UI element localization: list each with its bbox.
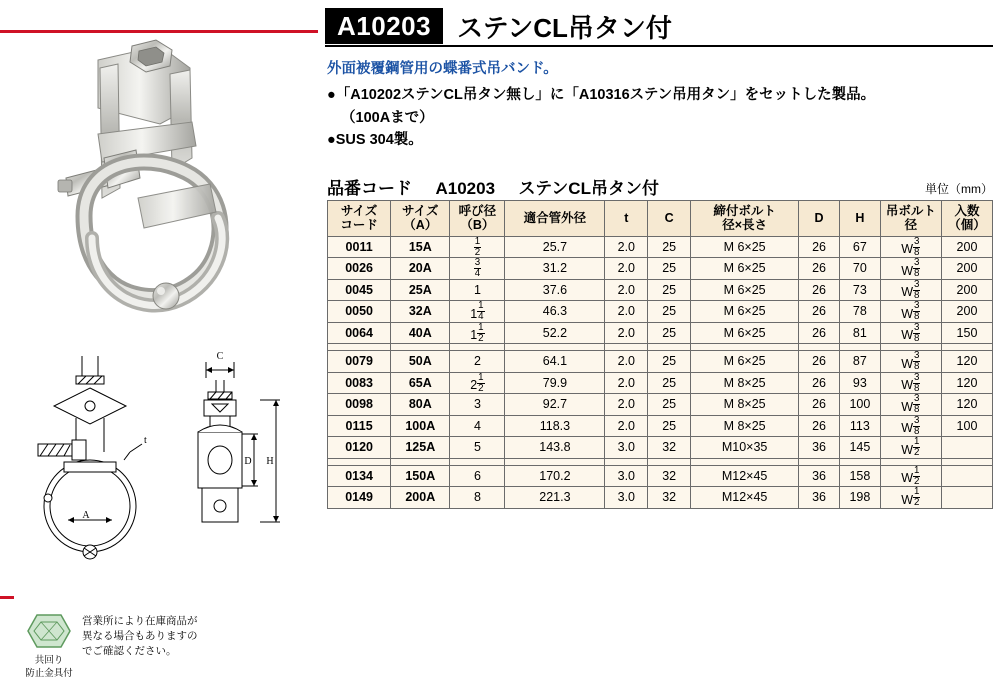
table-caption-name: ステンCL吊タン付 xyxy=(518,179,659,198)
label-t: t xyxy=(144,435,147,446)
cell-nominal-b: 3 xyxy=(450,394,505,416)
cell-c: 25 xyxy=(648,322,691,344)
cell-d: 26 xyxy=(799,236,840,258)
cell-h: 145 xyxy=(839,437,880,459)
cell-c: 25 xyxy=(648,258,691,280)
cell-hanger-bolt: W $\frac{3}{8}$ xyxy=(880,394,941,416)
cell-quantity: 100 xyxy=(941,415,992,437)
cell-h: 87 xyxy=(839,351,880,373)
bottom-left-red-rule xyxy=(0,596,14,599)
cell-size-a: 65A xyxy=(391,372,450,394)
table-row xyxy=(328,279,993,301)
cell-hanger-bolt: W $\frac{3}{8}$ xyxy=(880,258,941,280)
cell-quantity xyxy=(941,465,992,487)
cell-hanger-bolt: W $\frac{3}{8}$ xyxy=(880,236,941,258)
cell-pipe-od: 170.2 xyxy=(505,465,605,487)
cell-pipe-od: 37.6 xyxy=(505,279,605,301)
cell-d: 26 xyxy=(799,372,840,394)
product-header xyxy=(325,8,672,44)
cell-pipe-od: 64.1 xyxy=(505,351,605,373)
cell-nominal-b: 2 $\frac{1}{2}$ xyxy=(450,372,505,394)
cell-c: 25 xyxy=(648,351,691,373)
cell-size-code: 0115 xyxy=(328,415,391,437)
cell-t: 3.0 xyxy=(605,437,648,459)
cell-size-a: 25A xyxy=(391,279,450,301)
table-row xyxy=(328,465,993,487)
cell-clamp-bolt: M 8×25 xyxy=(691,415,799,437)
cell-nominal-b: 6 xyxy=(450,465,505,487)
cell-size-code: 0149 xyxy=(328,487,391,509)
spec-table-header-row xyxy=(328,201,993,237)
cell-size-a: 200A xyxy=(391,487,450,509)
cell-quantity: 120 xyxy=(941,351,992,373)
cell-pipe-od: 46.3 xyxy=(505,301,605,323)
cell-t: 2.0 xyxy=(605,236,648,258)
cell-d: 26 xyxy=(799,258,840,280)
hex-clip-icon xyxy=(25,612,73,650)
product-description xyxy=(327,58,993,152)
cell-hanger-bolt: W $\frac{3}{8}$ xyxy=(880,322,941,344)
drawings-svg xyxy=(20,348,310,598)
cell-size-a: 100A xyxy=(391,415,450,437)
cell-clamp-bolt: M 6×25 xyxy=(691,322,799,344)
th-quantity: 入数 （個） xyxy=(941,201,992,237)
cell-c: 25 xyxy=(648,394,691,416)
product-photo xyxy=(40,38,300,338)
th-d: D xyxy=(799,201,840,237)
cell-h: 70 xyxy=(839,258,880,280)
cell-hanger-bolt: W $\frac{1}{2}$ xyxy=(880,437,941,459)
cell-nominal-b: 4 xyxy=(450,415,505,437)
th-hanger-bolt: 吊ボルト 径 xyxy=(880,201,941,237)
cell-size-a: 125A xyxy=(391,437,450,459)
cell-d: 26 xyxy=(799,322,840,344)
hex-clip-caption-2: 防止金具付 xyxy=(25,667,73,679)
hex-clip-caption-1: 共回り xyxy=(34,655,64,667)
cell-quantity: 200 xyxy=(941,236,992,258)
cell-nominal-b: 8 xyxy=(450,487,505,509)
cell-c: 32 xyxy=(648,437,691,459)
table-caption-code: A10203 xyxy=(435,179,496,198)
cell-size-a: 80A xyxy=(391,394,450,416)
cell-c: 25 xyxy=(648,279,691,301)
cell-clamp-bolt: M 6×25 xyxy=(691,258,799,280)
cell-pipe-od: 25.7 xyxy=(505,236,605,258)
cell-size-code: 0050 xyxy=(328,301,391,323)
table-row xyxy=(328,394,993,416)
cell-d: 26 xyxy=(799,301,840,323)
description-bullet-1: ●「A10202ステンCL吊タン無し」に「A10316ステン吊用タン」をセットした製品。 xyxy=(327,87,876,104)
description-lead: 外面被覆鋼管用の蝶番式吊バンド。 xyxy=(327,61,558,77)
th-c: C xyxy=(648,201,691,237)
cell-size-code: 0120 xyxy=(328,437,391,459)
label-h: H xyxy=(266,456,274,467)
cell-quantity: 150 xyxy=(941,322,992,344)
stock-note-line-2: 異なる場合もありますの xyxy=(82,630,198,643)
cell-h: 78 xyxy=(839,301,880,323)
cell-c: 25 xyxy=(648,372,691,394)
product-code-badge: A10203 xyxy=(325,8,443,44)
table-group-separator xyxy=(328,344,993,351)
cell-pipe-od: 31.2 xyxy=(505,258,605,280)
cell-nominal-b: 5 xyxy=(450,437,505,459)
table-row xyxy=(328,372,993,394)
cell-size-code: 0045 xyxy=(328,279,391,301)
cell-quantity xyxy=(941,487,992,509)
cell-quantity xyxy=(941,437,992,459)
table-row xyxy=(328,236,993,258)
cell-t: 2.0 xyxy=(605,415,648,437)
cell-pipe-od: 79.9 xyxy=(505,372,605,394)
cell-t: 2.0 xyxy=(605,394,648,416)
cell-d: 36 xyxy=(799,487,840,509)
cell-clamp-bolt: M 6×25 xyxy=(691,236,799,258)
cell-h: 67 xyxy=(839,236,880,258)
cell-size-a: 15A xyxy=(391,236,450,258)
th-h: H xyxy=(839,201,880,237)
cell-d: 26 xyxy=(799,394,840,416)
cell-c: 25 xyxy=(648,301,691,323)
cell-h: 81 xyxy=(839,322,880,344)
cell-size-a: 150A xyxy=(391,465,450,487)
hanging-band-photo-svg xyxy=(40,38,300,338)
cell-c: 25 xyxy=(648,415,691,437)
cell-h: 113 xyxy=(839,415,880,437)
label-c: C xyxy=(216,351,224,362)
cell-nominal-b: $\frac{1}{2}$ xyxy=(450,236,505,258)
cell-size-code: 0079 xyxy=(328,351,391,373)
cell-nominal-b: 1 xyxy=(450,279,505,301)
cell-clamp-bolt: M 6×25 xyxy=(691,279,799,301)
cell-t: 2.0 xyxy=(605,372,648,394)
cell-size-code: 0064 xyxy=(328,322,391,344)
cell-d: 36 xyxy=(799,465,840,487)
cell-c: 32 xyxy=(648,487,691,509)
table-caption xyxy=(327,174,659,199)
cell-quantity: 200 xyxy=(941,258,992,280)
cell-size-code: 0026 xyxy=(328,258,391,280)
cell-h: 158 xyxy=(839,465,880,487)
cell-hanger-bolt: W $\frac{3}{8}$ xyxy=(880,415,941,437)
cell-size-a: 20A xyxy=(391,258,450,280)
table-row xyxy=(328,487,993,509)
th-nominal-b: 呼び径 （B） xyxy=(450,201,505,237)
th-pipe-outer-diameter: 適合管外径 xyxy=(505,201,605,237)
cell-nominal-b: 1 $\frac{1}{4}$ xyxy=(450,301,505,323)
stock-note-line-1: 営業所により在庫商品が xyxy=(82,615,198,627)
cell-quantity: 120 xyxy=(941,372,992,394)
cell-pipe-od: 143.8 xyxy=(505,437,605,459)
th-t: t xyxy=(605,201,648,237)
spec-table-body xyxy=(328,236,993,508)
table-row xyxy=(328,322,993,344)
cell-size-code: 0083 xyxy=(328,372,391,394)
cell-c: 25 xyxy=(648,236,691,258)
table-unit-label: 単位（mm） xyxy=(925,182,993,196)
cell-quantity: 200 xyxy=(941,301,992,323)
table-group-separator xyxy=(328,458,993,465)
cell-nominal-b: 1 $\frac{1}{2}$ xyxy=(450,322,505,344)
cell-c: 32 xyxy=(648,465,691,487)
cell-nominal-b: 2 xyxy=(450,351,505,373)
cell-t: 2.0 xyxy=(605,351,648,373)
cell-t: 3.0 xyxy=(605,487,648,509)
table-row xyxy=(328,258,993,280)
cell-size-code: 0011 xyxy=(328,236,391,258)
hex-clip-icon-wrap xyxy=(22,612,76,680)
header-underline xyxy=(325,45,993,47)
cell-clamp-bolt: M 8×25 xyxy=(691,394,799,416)
cell-h: 73 xyxy=(839,279,880,301)
th-size-code: サイズ コード xyxy=(328,201,391,237)
cell-clamp-bolt: M 6×25 xyxy=(691,301,799,323)
cell-quantity: 120 xyxy=(941,394,992,416)
cell-h: 93 xyxy=(839,372,880,394)
cell-clamp-bolt: M 8×25 xyxy=(691,372,799,394)
cell-h: 100 xyxy=(839,394,880,416)
cell-d: 36 xyxy=(799,437,840,459)
cell-pipe-od: 92.7 xyxy=(505,394,605,416)
stock-note-line-3: でご確認ください。 xyxy=(82,645,177,658)
cell-nominal-b: $\frac{3}{4}$ xyxy=(450,258,505,280)
cell-t: 2.0 xyxy=(605,322,648,344)
cell-size-a: 50A xyxy=(391,351,450,373)
cell-d: 26 xyxy=(799,351,840,373)
cell-t: 2.0 xyxy=(605,301,648,323)
cell-t: 2.0 xyxy=(605,258,648,280)
description-bullet-2: ●SUS 304製。 xyxy=(327,132,423,149)
cell-hanger-bolt: W $\frac{3}{8}$ xyxy=(880,301,941,323)
th-clamp-bolt: 締付ボルト 径×長さ xyxy=(691,201,799,237)
table-row xyxy=(328,415,993,437)
cell-clamp-bolt: M 6×25 xyxy=(691,351,799,373)
cell-hanger-bolt: W $\frac{3}{8}$ xyxy=(880,279,941,301)
cell-hanger-bolt: W $\frac{1}{2}$ xyxy=(880,465,941,487)
label-d: D xyxy=(244,456,252,467)
cell-size-code: 0098 xyxy=(328,394,391,416)
technical-drawings xyxy=(20,348,310,598)
label-a: A xyxy=(82,510,90,521)
cell-clamp-bolt: M12×45 xyxy=(691,465,799,487)
cell-hanger-bolt: W $\frac{3}{8}$ xyxy=(880,372,941,394)
cell-size-code: 0134 xyxy=(328,465,391,487)
table-row xyxy=(328,437,993,459)
cell-h: 198 xyxy=(839,487,880,509)
cell-t: 3.0 xyxy=(605,465,648,487)
cell-clamp-bolt: M12×45 xyxy=(691,487,799,509)
cell-d: 26 xyxy=(799,279,840,301)
description-bullet-1-cont: （100Aまで） xyxy=(341,109,434,126)
th-size-a: サイズ （A） xyxy=(391,201,450,237)
cell-clamp-bolt: M10×35 xyxy=(691,437,799,459)
cell-d: 26 xyxy=(799,415,840,437)
cell-size-a: 32A xyxy=(391,301,450,323)
table-row xyxy=(328,351,993,373)
cell-hanger-bolt: W $\frac{3}{8}$ xyxy=(880,351,941,373)
table-row xyxy=(328,301,993,323)
table-caption-label: 品番コード xyxy=(327,179,412,198)
product-title: ステンCL吊タン付 xyxy=(457,12,672,43)
cell-hanger-bolt: W $\frac{1}{2}$ xyxy=(880,487,941,509)
cell-quantity: 200 xyxy=(941,279,992,301)
cell-pipe-od: 221.3 xyxy=(505,487,605,509)
top-red-rule xyxy=(0,30,318,33)
cell-pipe-od: 118.3 xyxy=(505,415,605,437)
cell-size-a: 40A xyxy=(391,322,450,344)
stock-note-text xyxy=(82,614,282,660)
cell-t: 2.0 xyxy=(605,279,648,301)
spec-table xyxy=(327,200,993,509)
cell-pipe-od: 52.2 xyxy=(505,322,605,344)
